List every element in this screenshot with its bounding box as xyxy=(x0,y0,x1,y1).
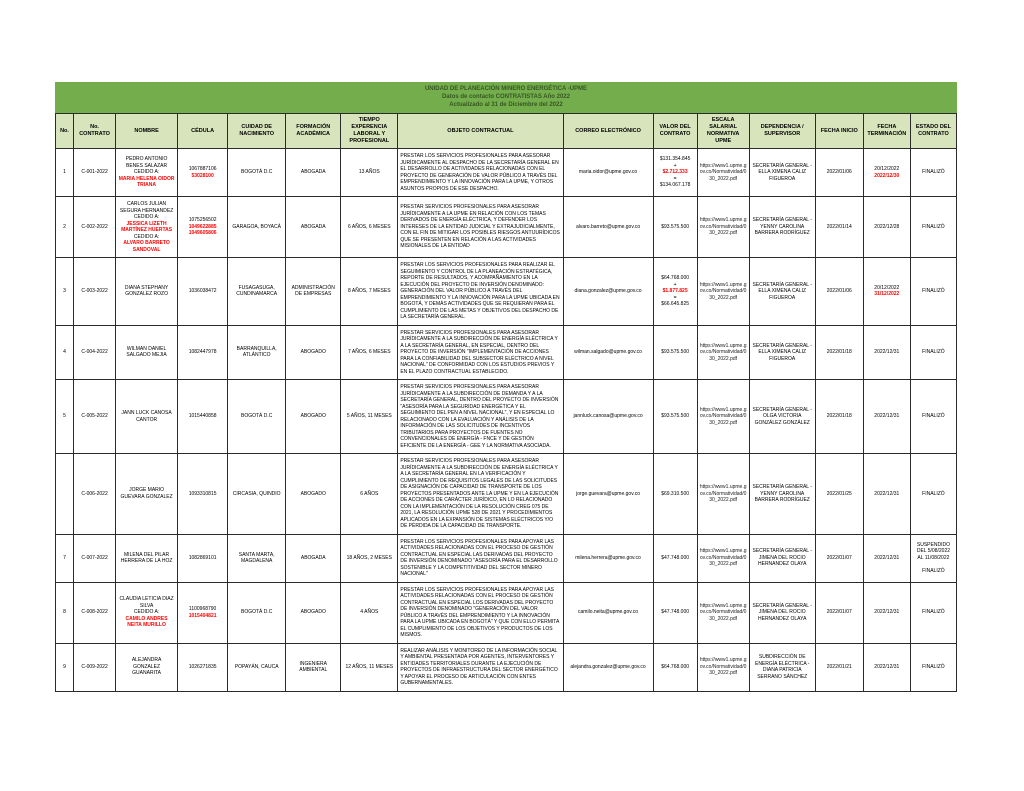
table-header-row xyxy=(56,114,957,149)
cell-nombre: MILENA DEL PILAR HERRERA DE LA HOZ xyxy=(116,534,178,582)
cell-escala[interactable] xyxy=(697,197,749,258)
cell-objeto: PRESTAR SERVICIOS PROFESIONALES PARA ASESORAR JURÍDICAMENTE A LA SUBDIRECCIÓN DE DEMANDA Y A LA SECRETARÍA GENERAL, DENTRO DEL PROYECTO DE INVERSIÓN "ASESORÍA PARA LA SEGURIDAD ENERGÉTICA Y EL SEGUIMIENTO DEL PEN A NIVEL NACIONAL", Y EN ESPECIAL LO RELACIONADO CON LA EVALUACIÓN Y ANÁLISIS DE LA INFORMACIÓN DE LAS SOLICITUDES DE INCENTIVOS TRIBUTARIOS PARA PROYECTOS DE FUENTES NO CONVENCIONALES DE ENERGÍA - FNCE Y DE GESTIÓN EFICIENTE DE LA ENERGÍA - GEE Y LA NORMATIVA ASOCIADA. xyxy=(398,380,563,454)
cell-tiempo: 5 AÑOS, 11 MESES xyxy=(341,380,398,454)
table-row xyxy=(56,380,957,454)
cell-nombre: DIANA STEPHANY GONZALEZ ROZO xyxy=(116,258,178,326)
cell-escala[interactable] xyxy=(697,454,749,535)
cell-tiempo: 6 AÑOS xyxy=(341,454,398,535)
cell-contrato: C-001-2022 xyxy=(74,149,116,197)
cell-inicio: 2022/01/06 xyxy=(815,149,863,197)
cell-fin: 2022/12/28 xyxy=(863,197,910,258)
cell-nombre: JANN LUCK CANOSA CANTOR xyxy=(116,380,178,454)
cell-nombre: JORGE MARIO GUEVARA GONZALEZ xyxy=(116,454,178,535)
cell-cedula: 1100968790 1015404821 xyxy=(178,582,228,643)
cell-tiempo: 6 AÑOS, 6 MESES xyxy=(341,197,398,258)
cell-valor: $93.575.500 xyxy=(653,380,697,454)
cell-dependencia: SECRETARÍA GENERAL - ELLA XIMENA CALIZ FIGUEROA xyxy=(749,325,815,380)
column-header-fin: FECHA TERMINACIÓN xyxy=(863,114,910,149)
contracts-sheet xyxy=(55,82,957,692)
table-row xyxy=(56,149,957,197)
column-header-dependencia: DEPENDENCIA / SUPERVISOR xyxy=(749,114,815,149)
column-header-escala: ESCALA SALARIAL NORMATIVA UPME xyxy=(697,114,749,149)
cell-valor: $93.575.500 xyxy=(653,325,697,380)
normativa-link[interactable]: https://www1.upme.gov.co/Normatividad/030_2022.pdf xyxy=(699,657,747,677)
normativa-link[interactable]: https://www1.upme.gov.co/Normatividad/030_2022.pdf xyxy=(699,548,747,568)
cell-objeto: PRESTAR LOS SERVICIOS PROFESIONALES PARA APOYAR LAS ACTIVIDADES RELACIONADAS CON EL PROCESO DE GESTIÓN CONTRACTUAL EN ESPECIAL LOS DERIVADAS DEL PROYECTO DE INVERSIÓN DENOMINADO "GENERACIÓN DEL VALOR PÚBLICO A TRAVÉS DEL EMPRENDIMIENTO Y LA INNOVACIÓN PARA LA UPME UBICADA EN BOGOTÁ" Y QUE CON ELLO PERMITA EL CUMPLIMIENTO DE LOS OBJETIVOS Y PRODUCTOS DE LOS MISMOS. xyxy=(398,582,563,643)
cell-objeto: PRESTAR LOS SERVICIOS PROFESIONALES PARA ASESORAR JURÍDICAMENTE AL DESPACHO DE LA SECRETARÍA GENERAL EN EL DESARROLLO DE ACTIVIDADES RELACIONADAS CON EL PROYECTO DE GENERACIÓN DE VALOR PÚBLICO A TRAVÉS DEL EMPRENDIMIENTO Y LA INNOVACIÓN PARA LA UPME, Y OTROS ASUNTOS PROPIOS DE ESE DESPACHO. xyxy=(398,149,563,197)
cell-dependencia: SUBDIRECCIÓN DE ENERGÍA ELÉCTRICA - DIANA PATRICIA SERRANO SÁNCHEZ xyxy=(749,643,815,691)
cell-escala[interactable] xyxy=(697,534,749,582)
cell-no: 4 xyxy=(56,325,74,380)
cell-contrato: C-009-2022 xyxy=(74,643,116,691)
cell-estado: FINALIZÓ xyxy=(910,197,956,258)
cell-contrato: C-008-2022 xyxy=(74,582,116,643)
column-header-contrato: No. CONTRATO xyxy=(74,114,116,149)
cell-correo: milena.herrera@upme.gov.co xyxy=(563,534,653,582)
normativa-link[interactable]: https://www1.upme.gov.co/Normatividad/030_2022.pdf xyxy=(699,342,747,362)
cell-no: 1 xyxy=(56,149,74,197)
cell-ciudad: BOGOTÁ D.C xyxy=(228,149,286,197)
table-header xyxy=(56,114,957,149)
normativa-link[interactable]: https://www1.upme.gov.co/Normatividad/030_2022.pdf xyxy=(699,484,747,503)
cell-contrato: C-006-2022 xyxy=(74,454,116,535)
cell-fin: 2022/12/31 xyxy=(863,380,910,454)
table-row xyxy=(56,582,957,643)
cell-ciudad: SANTA MARTA, MAGDALENA xyxy=(228,534,286,582)
cell-formacion: INGENIERA AMBIENTAL xyxy=(286,643,341,691)
cell-correo: wilman.salgado@upme.gov.co xyxy=(563,325,653,380)
cell-contrato: C-003-2022 xyxy=(74,258,116,326)
cell-escala[interactable] xyxy=(697,149,749,197)
column-header-cedula: CÉDULA xyxy=(178,114,228,149)
normativa-link[interactable]: https://www1.upme.gov.co/Normatividad/030_2022.pdf xyxy=(699,406,747,426)
cell-no: 3 xyxy=(56,258,74,326)
cell-correo: diana.gonzalez@upme.gov.co xyxy=(563,258,653,326)
column-header-no: No. xyxy=(56,114,74,149)
cell-cedula: 1015440858 xyxy=(178,380,228,454)
cell-correo: alvaro.barreto@upme.gov.co xyxy=(563,197,653,258)
cell-dependencia: SECRETARÍA GENERAL - OLGA VICTORIA GONZÁLEZ GONZÁLEZ xyxy=(749,380,815,454)
cell-inicio: 2022/01/14 xyxy=(815,197,863,258)
cell-correo: maria.oidor@upme.gov.co xyxy=(563,149,653,197)
table-row xyxy=(56,454,957,535)
cell-escala[interactable] xyxy=(697,582,749,643)
cell-valor: $47.748.000 xyxy=(653,534,697,582)
column-header-nombre: NOMBRE xyxy=(116,114,178,149)
cell-nombre: PEDRO ANTONIO BENES SALAZAR CEDIDO A: MARIA HELENA OIDOR TRIANA xyxy=(116,149,178,197)
report-updated-date: Actualizado al 31 de Diciembre del 2022 xyxy=(449,102,563,108)
table-row xyxy=(56,197,957,258)
cell-dependencia: SECRETARÍA GENERAL - JIMENA DEL ROCIO HERNANDEZ OLAYA xyxy=(749,534,815,582)
cell-contrato: C-002-2022 xyxy=(74,197,116,258)
cell-no: 8 xyxy=(56,582,74,643)
cell-inicio: 2022/01/07 xyxy=(815,582,863,643)
cell-estado: FINALIZÓ xyxy=(910,325,956,380)
report-subtitle: Datos de contacto CONTRATISTAS Año 2022 xyxy=(442,94,570,100)
cell-inicio: 2022/01/21 xyxy=(815,643,863,691)
cell-inicio: 2022/01/07 xyxy=(815,534,863,582)
column-header-correo: CORREO ELECTRÓNICO xyxy=(563,114,653,149)
cell-correo: jorge.guevara@upme.gov.co xyxy=(563,454,653,535)
cell-ciudad: BARRANQUILLA, ATLÁNTICO xyxy=(228,325,286,380)
cell-fin: 20/12/2022 2022/12/30 xyxy=(863,149,910,197)
cell-ciudad: CIRCASIA, QUINDIO xyxy=(228,454,286,535)
cell-no xyxy=(56,454,74,535)
cell-dependencia: SECRETARÍA GENERAL - YENNY CAROLINA BARRERA RODRÍGUEZ xyxy=(749,454,815,535)
table-row xyxy=(56,643,957,691)
cell-escala[interactable] xyxy=(697,325,749,380)
cell-escala[interactable] xyxy=(697,258,749,326)
cell-cedula: 1036038472 xyxy=(178,258,228,326)
cell-fin: 2022/12/31 xyxy=(863,325,910,380)
cell-formacion: ABOGADO xyxy=(286,325,341,380)
cell-tiempo: 12 AÑOS, 11 MESES xyxy=(341,643,398,691)
column-header-formacion: FORMACIÓN ACADÉMICA xyxy=(286,114,341,149)
cell-nombre: CLAUDIA LETICIA DIAZ SILVA CEDIDO A: CAMILO ANDRES NEITA MURILLO xyxy=(116,582,178,643)
cell-correo: alejandra.gonzalez@upme.gov.co xyxy=(563,643,653,691)
report-title: UNIDAD DE PLANEACIÓN MINERO ENERGÉTICA -UPME xyxy=(424,86,588,92)
cell-formacion: ABOGADA xyxy=(286,197,341,258)
cell-objeto: REALIZAR ANÁLISIS Y MONITOREO DE LA INFORMACIÓN SOCIAL Y AMBIENTAL PRESENTADA POR AGENTES, INTERVENTORES Y ENTIDADES TERRITORIALES DURANTE LA EJECUCIÓN DE PROYECTOS DE INFRAESTRUCTURA DEL SECTOR ENERGÉTICO Y APOYAR EL PROCESO DE ARTICULACIÓN CON ENTES GUBERNAMENTALES. xyxy=(398,643,563,691)
cell-tiempo: 18 AÑOS, 2 MESES xyxy=(341,534,398,582)
column-header-ciudad: CUIDAD DE NACIMIENTO xyxy=(228,114,286,149)
cell-dependencia: SECRETARÍA GENERAL - ELLA XIMENA CALIZ FIGUEROA xyxy=(749,258,815,326)
cell-nombre: WILMAN DANIEL SALGADO MEJIA xyxy=(116,325,178,380)
cell-no: 5 xyxy=(56,380,74,454)
normativa-link[interactable]: https://www1.upme.gov.co/Normatividad/030_2022.pdf xyxy=(699,162,747,182)
cell-cedula: 1093310815 xyxy=(178,454,228,535)
contracts-table xyxy=(55,113,957,692)
column-header-inicio: FECHA INICIO xyxy=(815,114,863,149)
cell-tiempo: 8 AÑOS, 7 MESES xyxy=(341,258,398,326)
cell-ciudad: FUSAGASUGA, CUNDINAMARCA xyxy=(228,258,286,326)
cell-cedula: 1082447978 xyxy=(178,325,228,380)
column-header-tiempo: TIEMPO EXPERENCIA LABORAL Y PROFESIONAL xyxy=(341,114,398,149)
cell-valor: $93.575.500 xyxy=(653,197,697,258)
cell-valor: $64.768.000 xyxy=(653,643,697,691)
cell-correo: jannluck.canosa@upme.gov.co xyxy=(563,380,653,454)
column-header-objeto: OBJETO CONTRACTUAL xyxy=(398,114,563,149)
cell-cedula: 1075256502 1049622885 1049605806 xyxy=(178,197,228,258)
cell-formacion: ABOGADO xyxy=(286,582,341,643)
normativa-link[interactable]: https://www1.upme.gov.co/Normatividad/030_2022.pdf xyxy=(699,602,747,622)
table-row xyxy=(56,258,957,326)
cell-no: 7 xyxy=(56,534,74,582)
cell-no: 9 xyxy=(56,643,74,691)
cell-formacion: ABOGADA xyxy=(286,534,341,582)
cell-contrato: C-004-2022 xyxy=(74,325,116,380)
cell-dependencia: SECRETARÍA GENERAL - YENNY CAROLINA BARRERA RODRÍGUEZ xyxy=(749,197,815,258)
cell-escala[interactable] xyxy=(697,643,749,691)
cell-objeto: PRESTAR SERVICIOS PROFESIONALES PARA ASESORAR JURÍDICAMENTE A LA UPME EN RELACIÓN CON LOS TEMAS DERIVADOS DE ENERGÍA ELÉCTRICA, Y DEFENDER LOS INTERESES DE LA ENTIDAD JUDICIAL Y EXTRAJUDICIALMENTE, CON EL FIN DE MITIGAR LOS POSIBLES RIESGOS ANTIJURÍDICOS QUE SE PRESENTEN EN RELACIÓN A LAS ACTIVIDADES MISIONALES DE LA ENTIDAD xyxy=(398,197,563,258)
cell-ciudad: POPAYÁN, CAUCA xyxy=(228,643,286,691)
cell-cedula: 1082869101 xyxy=(178,534,228,582)
cell-cedula: 1026271835 xyxy=(178,643,228,691)
cell-valor: $69.310.500 xyxy=(653,454,697,535)
column-header-valor: VALOR DEL CONTRATO xyxy=(653,114,697,149)
cell-estado: FINALIZÓ xyxy=(910,643,956,691)
cell-valor: $47.748.000 xyxy=(653,582,697,643)
table-row xyxy=(56,534,957,582)
cell-dependencia: SECRETARÍA GENERAL - ELLA XIMENA CALIZ FIGUEROA xyxy=(749,149,815,197)
cell-correo: camilo.neita@upme.gov.co xyxy=(563,582,653,643)
cell-fin: 2022/12/31 xyxy=(863,454,910,535)
cell-valor: $131.354.845 + $2.712.333 = $134.067.178 xyxy=(653,149,697,197)
column-header-estado: ESTADO DEL CONTRATO xyxy=(910,114,956,149)
cell-no: 2 xyxy=(56,197,74,258)
cell-formacion: ADMINISTRACIÓN DE EMPRESAS xyxy=(286,258,341,326)
cell-estado: FINALIZÓ xyxy=(910,380,956,454)
cell-ciudad: BOGOTÁ D.C xyxy=(228,582,286,643)
cell-inicio: 2022/01/18 xyxy=(815,325,863,380)
cell-tiempo: 13 AÑOS xyxy=(341,149,398,197)
cell-estado: FINALIZÓ xyxy=(910,149,956,197)
cell-nombre: CARLOS JULIAN SEGURA HERNANDEZ CEDIDO A: JESSICA LIZETH MARTÍNEZ HUERTAS CEDIDO A: ALVARO BARRETO SANDOVAL xyxy=(116,197,178,258)
cell-inicio: 2022/01/06 xyxy=(815,258,863,326)
cell-fin: 2022/12/31 xyxy=(863,643,910,691)
cell-ciudad: BOGOTÁ D.C xyxy=(228,380,286,454)
cell-tiempo: 4 AÑOS xyxy=(341,582,398,643)
cell-inicio: 2022/01/25 xyxy=(815,454,863,535)
cell-ciudad: GARAGOA, BOYACÁ xyxy=(228,197,286,258)
report-banner xyxy=(55,82,957,113)
cell-contrato: C-005-2022 xyxy=(74,380,116,454)
normativa-link[interactable]: https://www1.upme.gov.co/Normatividad/030_2022.pdf xyxy=(699,281,747,301)
cell-objeto: PRESTAR LOS SERVICIOS PROFESIONALES PARA REALIZAR EL SEGUIMIENTO Y CONTROL DE LA PLANEACIÓN ESTRATÉGICA, REPORTE DE RESULTADOS, Y ACOMPAÑAMIENTO EN LA EJECUCIÓN DEL PROYECTO DE INVERSIÓN DENOMINADO: GENERACIÓN DEL VALOR PÚBLICO A TRAVÉS DEL EMPRENDIMIENTO Y LA INNOVACIÓN PARA LA UPME UBICADA EN BOGOTÁ, Y DEMÁS ACTIVIDADES QUE SE REQUIERAN PARA EL CUMPLIMIENTO DE LAS METAS Y OBJETIVOS DEL DESPACHO DE LA SECRETARÍA GENERAL. xyxy=(398,258,563,326)
cell-cedula: 1067887106 53028100 xyxy=(178,149,228,197)
normativa-link[interactable]: https://www1.upme.gov.co/Normatividad/030_2022.pdf xyxy=(699,217,747,237)
cell-formacion: ABOGADO xyxy=(286,380,341,454)
cell-inicio: 2022/01/18 xyxy=(815,380,863,454)
cell-objeto: PRESTAR SERVICIOS PROFESIONALES PARA ASESORAR JURÍDICAMENTE A LA SUBDIRECCIÓN DE ENERGÍA ELÉCTRICA Y A LA SECRETARÍA GENERAL EN LA VERIFICACIÓN Y CUMPLIMIENTO DE REQUISITOS LEGALES DE LAS SOLICITUDES DE ASIGNACIÓN DE CAPACIDAD DE TRANSPORTE DE LOS PROYECTOS PRESENTADOS ANTE LA UPME Y EN LA EJECUCIÓN DE ACCIONES DE CARÁCTER JURÍDICO, EN LO RELACIONADO CON LA IMPLEMENTACIÓN DE LA RESOLUCIÓN CREG 075 DE 2021, LA RESOLUCIÓN UPME 528 DE 2021 Y PROCEDIMIENTOS APLICADOS EN LA EXPANSIÓN DE SISTEMAS ELÉCTRICOS Y/O DE PÉRDIDA DE LA CAPACIDAD DE TRANSPORTE. xyxy=(398,454,563,535)
cell-contrato: C-007-2022 xyxy=(74,534,116,582)
cell-objeto: PRESTAR LOS SERVICIOS PROFESIONALES PARA APOYAR LAS ACTIVIDADES RELACIONADAS CON EL PROCESO DE GESTIÓN CONTRACTUAL EN ESPECIAL LAS DERIVADAS DEL PROYECTO DE INVERSIÓN DENOMINADO "ASESORÍA PARA EL DESARROLLO SOSTENIBLE Y LA COMPETITIVIDAD DEL SECTOR MINERO NACIONAL" xyxy=(398,534,563,582)
cell-fin: 2022/12/31 xyxy=(863,534,910,582)
cell-estado: FINALIZÓ xyxy=(910,582,956,643)
cell-fin: 2022/12/31 xyxy=(863,582,910,643)
cell-dependencia: SECRETARÍA GENERAL - JIMENA DEL ROCIO HERNANDEZ OLAYA xyxy=(749,582,815,643)
cell-formacion: ABOGADO xyxy=(286,454,341,535)
cell-nombre: ALEJANDRA GONZALEZ GUANARITA xyxy=(116,643,178,691)
cell-objeto: PRESTAR SERVICIOS PROFESIONALES PARA ASESORAR JURÍDICAMENTE A LA SUBDIRECCIÓN DE ENERGÍA ELÉCTRICA Y A LA SECRETARÍA GENERAL, EN ESPECIAL, DENTRO DEL PROYECTO DE INVERSIÓN "IMPLEMENTACIÓN DE ACCIONES PARA LA CONFIABILIDAD DEL SUBSECTOR ELÉCTRICO A NIVEL NACIONAL" DE CONFORMIDAD CON LOS ESTUDIOS PREVIOS Y EN EL PLAZO CONTRACTUAL ESTABLECIDO. xyxy=(398,325,563,380)
cell-tiempo: 7 AÑOS, 6 MESES xyxy=(341,325,398,380)
cell-estado: FINALIZÓ xyxy=(910,454,956,535)
cell-valor: $64.768.000 + $1.877.825 = $66.645.825 xyxy=(653,258,697,326)
cell-escala[interactable] xyxy=(697,380,749,454)
table-row xyxy=(56,325,957,380)
cell-estado: FINALIZÓ xyxy=(910,258,956,326)
cell-fin: 20/12/2022 31/12/2022 xyxy=(863,258,910,326)
cell-estado: SUSPENDIDO DEL 5/08/2022 AL 11/08/2022 FINALIZÓ xyxy=(910,534,956,582)
cell-formacion: ABOGADA xyxy=(286,149,341,197)
